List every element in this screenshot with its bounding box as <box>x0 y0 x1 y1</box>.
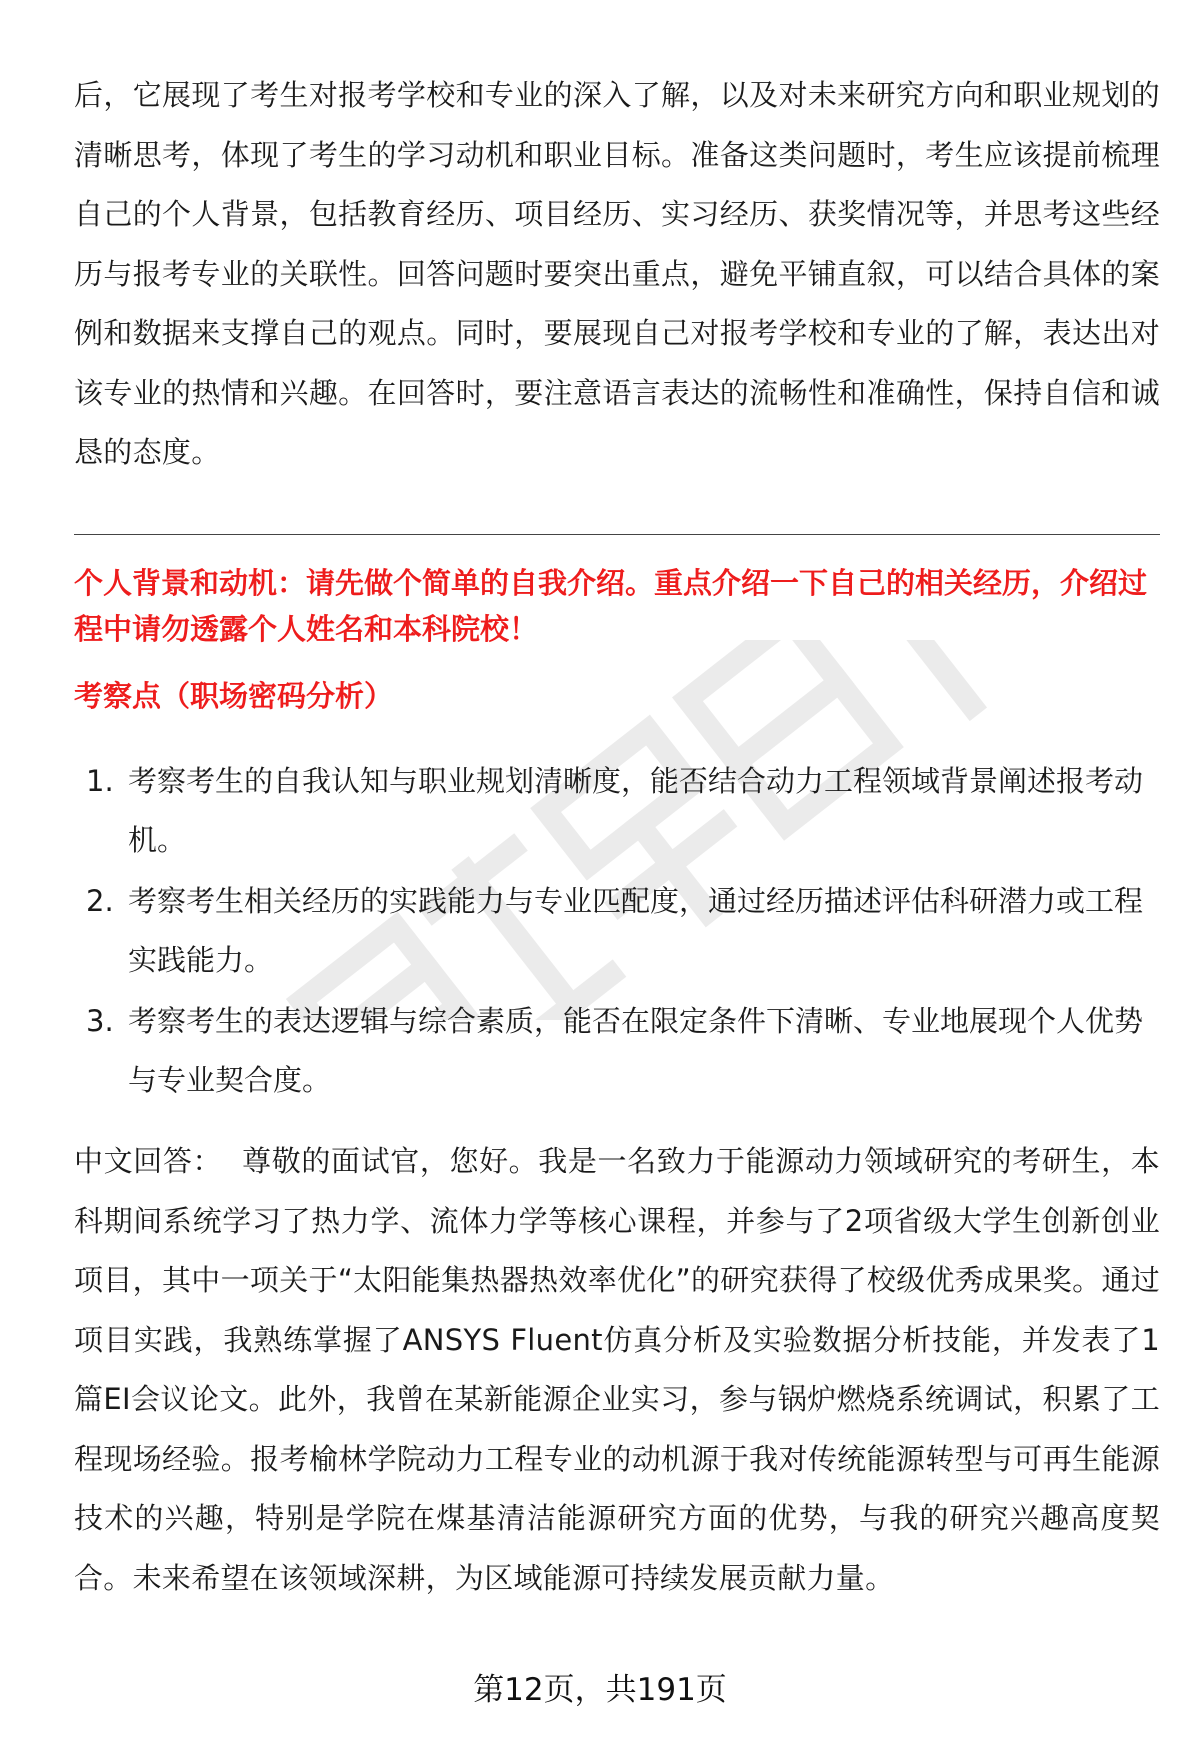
section-divider <box>74 534 1160 535</box>
interview-question: 个人背景和动机：请先做个简单的自我介绍。重点介绍一下自己的相关经历，介绍过程中请勿透露个人姓名和本科院校！ <box>74 566 1148 646</box>
page-number-footer: 第12页，共191页 <box>473 1672 727 1708</box>
list-item-number: 2. <box>86 884 114 918</box>
section-title: 考察点（职场密码分析） <box>74 679 394 713</box>
chinese-answer <box>74 1132 1160 1608</box>
list-item <box>74 872 1160 990</box>
list-item-text: 考察考生的自我认知与职业规划清晰度，能否结合动力工程领域背景阐述报考动机。 <box>128 764 1144 857</box>
answer-text: 尊敬的面试官，您好。我是一名致力于能源动力领域研究的考研生，本科期间系统学习了热力学、流体力学等核心课程，并参与了2项省级大学生创新创业项目，其中一项关于“太阳能集热器热效率优化”的研究获得了校级优秀成果奖。通过项目实践，我熟练掌握了ANSYS Fluent仿真分析及实验数据分析技能，并发表了1篇EI会议论文。此外，我曾在某新能源企业实习，参与锅炉燃烧系统调试，积累了工程现场经验。报考榆林学院动力工程专业的动机源于我对传统能源转型与可再生能源技术的兴趣，特别是学院在煤基清洁能源研究方面的优势，与我的研究兴趣高度契合。未来希望在该领域深耕，为区域能源可持续发展贡献力量。 <box>74 1144 1160 1595</box>
assessment-points-list <box>74 752 1160 1112</box>
list-item-number: 3. <box>86 1004 114 1038</box>
answer-label: 中文回答： <box>74 1144 223 1178</box>
list-item <box>74 752 1160 870</box>
intro-paragraph: 后，它展现了考生对报考学校和专业的深入了解，以及对未来研究方向和职业规划的清晰思考，体现了考生的学习动机和职业目标。准备这类问题时，考生应该提前梳理自己的个人背景，包括教育经历、项目经历、实习经历、获奖情况等，并思考这些经历与报考专业的关联性。回答问题时要突出重点，避免平铺直叙，可以结合具体的案例和数据来支撑自己的观点。同时，要展现自己对报考学校和专业的了解，表达出对该专业的热情和兴趣。在回答时，要注意语言表达的流畅性和准确性，保持自信和诚恳的态度。 <box>74 78 1160 469</box>
intro-section <box>74 66 1160 483</box>
list-item <box>74 992 1160 1110</box>
list-item-text: 考察考生相关经历的实践能力与专业匹配度，通过经历描述评估科研潜力或工程实践能力。 <box>128 884 1144 977</box>
list-item-text: 考察考生的表达逻辑与综合素质，能否在限定条件下清晰、专业地展现个人优势与专业契合度。 <box>128 1004 1144 1097</box>
list-item-number: 1. <box>86 764 114 798</box>
